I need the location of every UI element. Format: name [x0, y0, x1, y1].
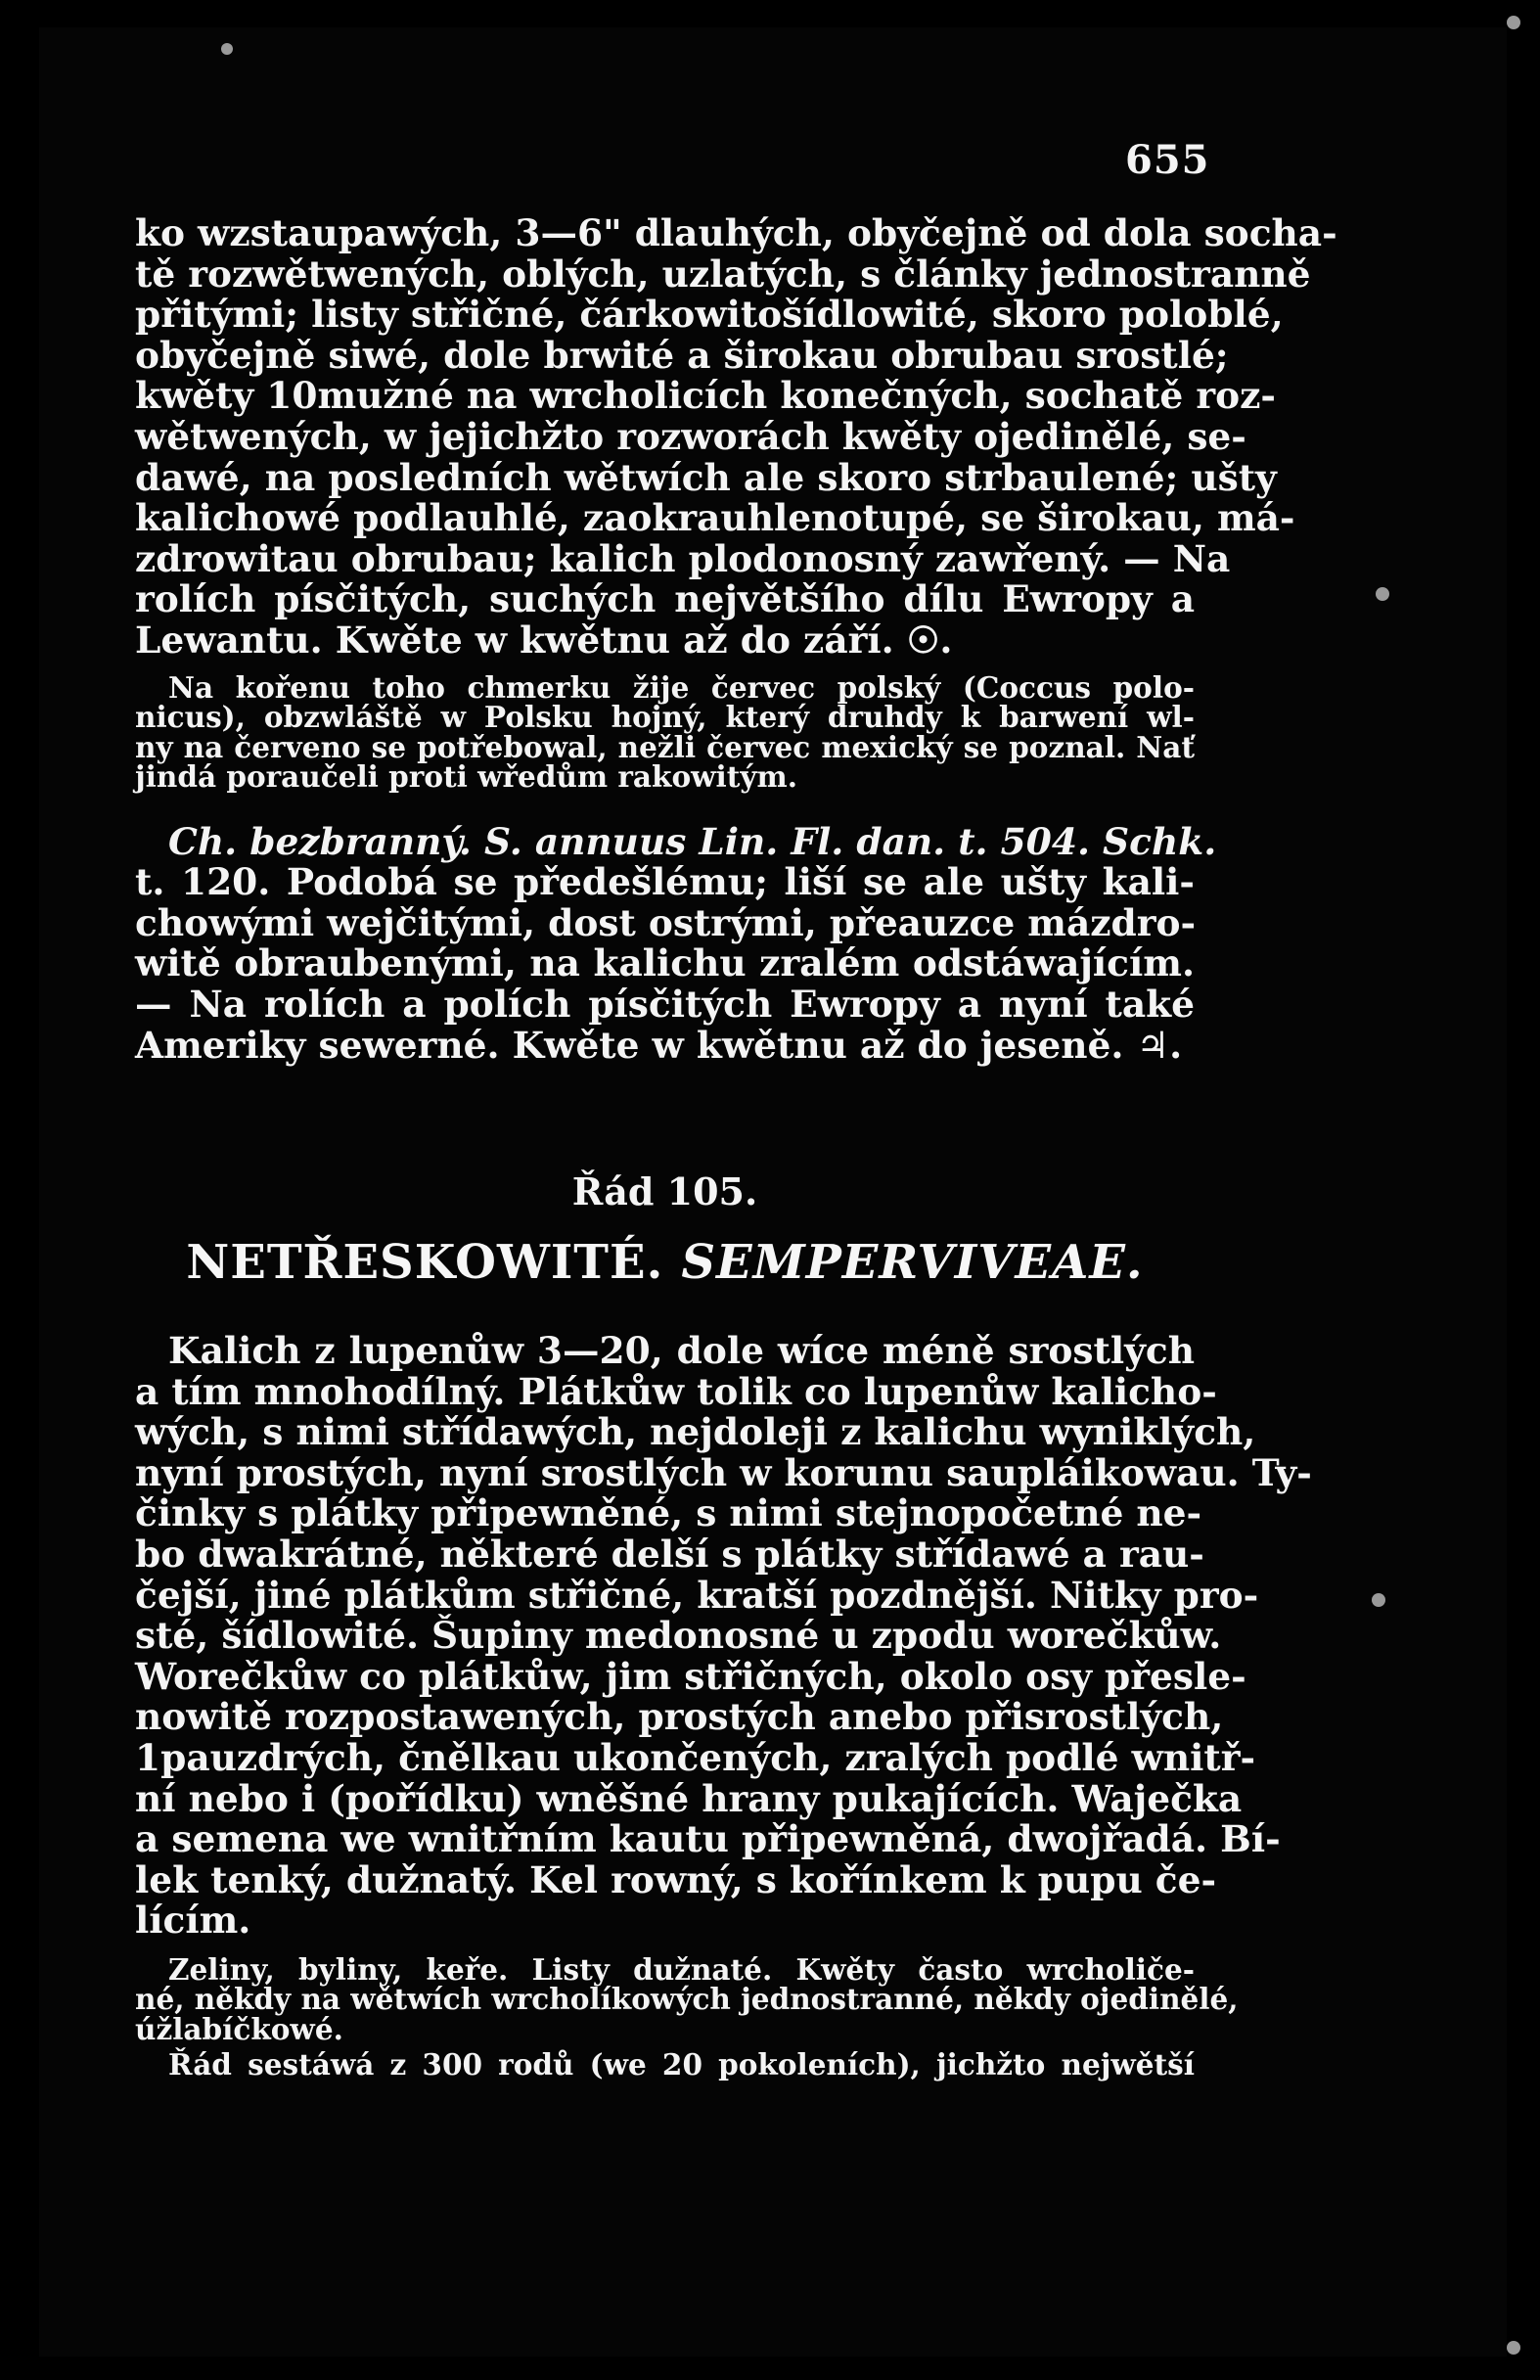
text-line: dawé, na posledních wětwích ale skoro strbaulené; ušty	[135, 455, 1277, 499]
text-line: — Na rolích a polích písčitých Ewropy a nyní také	[135, 982, 1195, 1026]
text-line: a semena we wnitřním kautu připewněná, dwojřadá. Bí-	[135, 1817, 1281, 1861]
text-line: Ameriky sewerné. Kwěte w kwětnu až do jeseně. ♃.	[135, 1023, 1183, 1067]
note-line: úžlabíčkowé.	[135, 2011, 343, 2046]
speck-mark	[1372, 1593, 1385, 1607]
text-line: nyní prostých, nyní srostlých w korunu saupláikowau. Ty-	[135, 1450, 1312, 1494]
text-line: kwěty 10mužné na wrcholicích konečných, sochatě roz-	[135, 374, 1276, 418]
text-line: rolích písčitých, suchých největšího dílu Ewropy a	[135, 577, 1195, 621]
text-line: čejší, jiné plátkům střičné, kratší pozdnější. Nitky pro-	[135, 1573, 1259, 1617]
footnote	[135, 2047, 1195, 2082]
text-line: witě obraubenými, na kalichu zralém odstáwajícím.	[135, 941, 1195, 985]
note-line: jindá poraučeli proti wředům rakowitým.	[135, 759, 798, 795]
speck-mark	[1376, 587, 1389, 601]
text-line: obyčejně siwé, dole brwité a širokau obrubau srostlé;	[135, 333, 1229, 377]
text-line: tě rozwětwených, oblých, uzlatých, s články jednostranně	[135, 252, 1311, 296]
species-entry	[135, 819, 1217, 1067]
text-line: sté, šídlowité. Šupiny medonosné u zpodu worečkůw.	[135, 1614, 1222, 1658]
genus-continuation	[135, 211, 1337, 1067]
text-line: Lewantu. Kwěte w kwětnu až do září. ☉.	[135, 618, 953, 662]
text-line: chowými wejčitými, dost ostrými, přeauzce mázdro-	[135, 900, 1197, 944]
family-name-czech: NETŘESKOWITÉ.	[186, 1235, 664, 1290]
speck-mark	[1507, 2341, 1520, 2355]
text-line: wětwených, w jejichžto rozworách kwěty ojedinělé, se-	[135, 414, 1246, 458]
text-line: nowitě rozpostawených, prostých anebo přisrostlých,	[135, 1695, 1224, 1739]
description-text	[135, 1329, 1312, 1943]
speck-mark	[221, 43, 233, 55]
text-line: t. 120. Podobá se předešlému; liší se ale ušty kali-	[135, 860, 1195, 904]
text-line: Worečkůw co plátkůw, jim střičných, okolo osy přesle-	[135, 1654, 1246, 1698]
footnote	[135, 669, 1195, 795]
genus-text	[135, 211, 1337, 662]
text-line: kalichowé podlauhlé, zaokrauhlenotupé, se širokau, má-	[135, 496, 1295, 540]
footnote	[135, 1951, 1239, 2046]
text-line: přitými; listy střičné, čárkowitošídlowité, skoro poloblé,	[135, 293, 1284, 337]
text-line: a tím mnohodílný. Plátkůw tolik co lupenůw kalicho-	[135, 1369, 1217, 1413]
text-line: ní nebo i (pořídku) wněšné hrany pukajících. Waječka	[135, 1776, 1243, 1820]
page-number: 655	[1125, 137, 1210, 183]
note-line: Na kořenu toho chmerku žije červec polský (Coccus polo-	[168, 669, 1195, 705]
text-line: wých, s nimi střídawých, nejdoleji z kalichu wyniklých,	[135, 1410, 1256, 1454]
text-line: bo dwakrátné, některé delší s plátky střídawé a rau-	[135, 1532, 1204, 1576]
family-name-latin: SEMPERVIVEAE.	[681, 1235, 1144, 1290]
speck-mark	[1507, 16, 1520, 29]
note-line: ny na červeno se potřebowal, nežli červec mexický se poznal. Nať	[135, 729, 1195, 764]
species-title-line: Ch. bezbranný. S. annuus Lin. Fl. dan. t. 504. Schk.	[168, 819, 1217, 863]
note-line: nicus), obzwláště w Polsku hojný, který druhdy k barwení wl-	[135, 700, 1195, 735]
order-heading: Řád 105.	[571, 1169, 758, 1213]
text-line: lek tenký, dužnatý. Kel rowný, s kořínkem k pupu če-	[135, 1857, 1217, 1901]
text-line: lícím.	[135, 1899, 251, 1943]
family-heading	[135, 1235, 1195, 1290]
text-line: ko wzstaupawých, 3—6" dlauhých, obyčejně od dola socha-	[135, 211, 1337, 254]
note-line: Řád sestáwá z 300 rodů (we 20 pokoleních), jichžto nejwětší	[168, 2047, 1195, 2082]
text-line: Kalich z lupenůw 3—20, dole wíce méně srostlých	[168, 1329, 1195, 1372]
family-description	[135, 1329, 1312, 2082]
note-line: Zeliny, byliny, keře. Listy dužnaté. Kwěty často wrcholiče-	[168, 1951, 1195, 1987]
note-line: né, někdy na wětwích wrcholíkowých jednostranné, někdy ojedinělé,	[135, 1982, 1239, 2017]
text-line: činky s plátky připewněné, s nimi stejnopočetné ne-	[135, 1491, 1202, 1535]
text-line: zdrowitau obrubau; kalich plodonosný zawřený. — Na	[135, 536, 1231, 580]
text-line: 1pauzdrých, čnělkau ukončených, zralých podlé wnitř-	[135, 1735, 1256, 1779]
